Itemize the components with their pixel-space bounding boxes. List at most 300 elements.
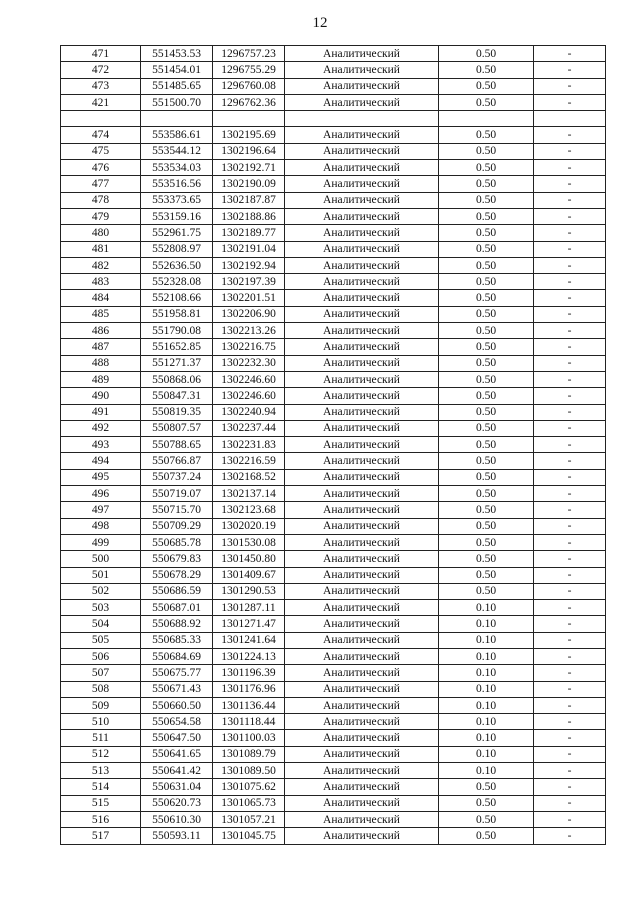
- accuracy-cell: 0.50: [439, 518, 534, 534]
- y-coordinate-cell: 1301287.11: [213, 600, 285, 616]
- point-number-cell: 504: [61, 616, 141, 632]
- y-coordinate-cell: 1302206.90: [213, 306, 285, 322]
- y-coordinate-cell: 1301136.44: [213, 697, 285, 713]
- note-cell: -: [534, 290, 606, 306]
- method-cell: Аналитический: [285, 453, 439, 469]
- y-coordinate-cell: [213, 111, 285, 127]
- y-coordinate-cell: 1301057.21: [213, 811, 285, 827]
- accuracy-cell: 0.50: [439, 420, 534, 436]
- note-cell: -: [534, 420, 606, 436]
- method-cell: Аналитический: [285, 290, 439, 306]
- x-coordinate-cell: 553516.56: [141, 176, 213, 192]
- y-coordinate-cell: 1302246.60: [213, 388, 285, 404]
- accuracy-cell: 0.50: [439, 355, 534, 371]
- method-cell: Аналитический: [285, 763, 439, 779]
- x-coordinate-cell: 550675.77: [141, 665, 213, 681]
- table-row: [61, 306, 606, 322]
- method-cell: Аналитический: [285, 648, 439, 664]
- note-cell: [534, 111, 606, 127]
- x-coordinate-cell: 551271.37: [141, 355, 213, 371]
- table-row: [61, 453, 606, 469]
- point-number-cell: 478: [61, 192, 141, 208]
- note-cell: -: [534, 469, 606, 485]
- point-number-cell: 512: [61, 746, 141, 762]
- x-coordinate-cell: 550819.35: [141, 404, 213, 420]
- method-cell: Аналитический: [285, 583, 439, 599]
- y-coordinate-cell: 1302232.30: [213, 355, 285, 371]
- x-coordinate-cell: 550610.30: [141, 811, 213, 827]
- note-cell: -: [534, 763, 606, 779]
- note-cell: -: [534, 795, 606, 811]
- note-cell: -: [534, 502, 606, 518]
- note-cell: -: [534, 567, 606, 583]
- table-row: [61, 160, 606, 176]
- table-row: [61, 257, 606, 273]
- accuracy-cell: 0.50: [439, 828, 534, 844]
- point-number-cell: 489: [61, 371, 141, 387]
- x-coordinate-cell: 550847.31: [141, 388, 213, 404]
- table-row: [61, 127, 606, 143]
- x-coordinate-cell: 553586.61: [141, 127, 213, 143]
- note-cell: -: [534, 339, 606, 355]
- table-row: [61, 648, 606, 664]
- x-coordinate-cell: 550631.04: [141, 779, 213, 795]
- accuracy-cell: 0.10: [439, 648, 534, 664]
- accuracy-cell: 0.50: [439, 371, 534, 387]
- point-number-cell: 503: [61, 600, 141, 616]
- method-cell: Аналитический: [285, 811, 439, 827]
- y-coordinate-cell: 1301089.50: [213, 763, 285, 779]
- point-number-cell: 421: [61, 94, 141, 110]
- table-row: [61, 632, 606, 648]
- accuracy-cell: 0.10: [439, 600, 534, 616]
- accuracy-cell: 0.50: [439, 143, 534, 159]
- accuracy-cell: 0.50: [439, 241, 534, 257]
- x-coordinate-cell: 550641.42: [141, 763, 213, 779]
- note-cell: -: [534, 78, 606, 94]
- x-coordinate-cell: 550686.59: [141, 583, 213, 599]
- y-coordinate-cell: 1301530.08: [213, 534, 285, 550]
- method-cell: Аналитический: [285, 486, 439, 502]
- note-cell: -: [534, 274, 606, 290]
- method-cell: Аналитический: [285, 46, 439, 62]
- method-cell: Аналитический: [285, 697, 439, 713]
- table-row: [61, 355, 606, 371]
- method-cell: Аналитический: [285, 208, 439, 224]
- accuracy-cell: 0.50: [439, 779, 534, 795]
- y-coordinate-cell: 1302188.86: [213, 208, 285, 224]
- point-number-cell: 490: [61, 388, 141, 404]
- note-cell: -: [534, 828, 606, 844]
- point-number-cell: 497: [61, 502, 141, 518]
- method-cell: Аналитический: [285, 714, 439, 730]
- point-number-cell: 513: [61, 763, 141, 779]
- y-coordinate-cell: 1301224.13: [213, 648, 285, 664]
- note-cell: -: [534, 697, 606, 713]
- y-coordinate-cell: 1301450.80: [213, 551, 285, 567]
- y-coordinate-cell: 1301075.62: [213, 779, 285, 795]
- method-cell: Аналитический: [285, 388, 439, 404]
- point-number-cell: 514: [61, 779, 141, 795]
- note-cell: -: [534, 371, 606, 387]
- x-coordinate-cell: 553534.03: [141, 160, 213, 176]
- y-coordinate-cell: 1302231.83: [213, 437, 285, 453]
- accuracy-cell: 0.10: [439, 665, 534, 681]
- note-cell: -: [534, 632, 606, 648]
- note-cell: -: [534, 160, 606, 176]
- x-coordinate-cell: 550709.29: [141, 518, 213, 534]
- table-row: [61, 746, 606, 762]
- x-coordinate-cell: 550641.65: [141, 746, 213, 762]
- table-row: [61, 323, 606, 339]
- point-number-cell: 515: [61, 795, 141, 811]
- table-row: [61, 681, 606, 697]
- accuracy-cell: 0.50: [439, 257, 534, 273]
- method-cell: Аналитический: [285, 665, 439, 681]
- note-cell: -: [534, 388, 606, 404]
- accuracy-cell: 0.50: [439, 469, 534, 485]
- table-row: [61, 551, 606, 567]
- y-coordinate-cell: 1302020.19: [213, 518, 285, 534]
- note-cell: -: [534, 437, 606, 453]
- table-row: [61, 94, 606, 110]
- x-coordinate-cell: 552961.75: [141, 225, 213, 241]
- note-cell: -: [534, 551, 606, 567]
- accuracy-cell: 0.10: [439, 714, 534, 730]
- y-coordinate-cell: 1301045.75: [213, 828, 285, 844]
- note-cell: -: [534, 257, 606, 273]
- x-coordinate-cell: 551652.85: [141, 339, 213, 355]
- x-coordinate-cell: 551454.01: [141, 62, 213, 78]
- y-coordinate-cell: 1302216.75: [213, 339, 285, 355]
- accuracy-cell: 0.50: [439, 453, 534, 469]
- table-row: [61, 241, 606, 257]
- y-coordinate-cell: 1302195.69: [213, 127, 285, 143]
- point-number-cell: 486: [61, 323, 141, 339]
- accuracy-cell: 0.10: [439, 746, 534, 762]
- accuracy-cell: 0.50: [439, 94, 534, 110]
- note-cell: -: [534, 486, 606, 502]
- note-cell: -: [534, 665, 606, 681]
- y-coordinate-cell: 1301271.47: [213, 616, 285, 632]
- x-coordinate-cell: 551500.70: [141, 94, 213, 110]
- y-coordinate-cell: 1302216.59: [213, 453, 285, 469]
- accuracy-cell: 0.50: [439, 127, 534, 143]
- method-cell: Аналитический: [285, 160, 439, 176]
- x-coordinate-cell: 553373.65: [141, 192, 213, 208]
- point-number-cell: 479: [61, 208, 141, 224]
- x-coordinate-cell: 550685.78: [141, 534, 213, 550]
- table-row: [61, 274, 606, 290]
- point-number-cell: 516: [61, 811, 141, 827]
- method-cell: Аналитический: [285, 78, 439, 94]
- note-cell: -: [534, 306, 606, 322]
- x-coordinate-cell: [141, 111, 213, 127]
- method-cell: Аналитический: [285, 518, 439, 534]
- accuracy-cell: 0.10: [439, 730, 534, 746]
- x-coordinate-cell: 550593.11: [141, 828, 213, 844]
- y-coordinate-cell: 1301409.67: [213, 567, 285, 583]
- table-row: [61, 78, 606, 94]
- method-cell: Аналитический: [285, 502, 439, 518]
- note-cell: -: [534, 225, 606, 241]
- point-number-cell: 476: [61, 160, 141, 176]
- table-row: [61, 763, 606, 779]
- method-cell: Аналитический: [285, 600, 439, 616]
- table-row: [61, 437, 606, 453]
- method-cell: Аналитический: [285, 62, 439, 78]
- accuracy-cell: 0.50: [439, 46, 534, 62]
- point-number-cell: 507: [61, 665, 141, 681]
- method-cell: Аналитический: [285, 339, 439, 355]
- table-row: [61, 518, 606, 534]
- x-coordinate-cell: 550647.50: [141, 730, 213, 746]
- coordinates-table-body: [61, 46, 606, 845]
- point-number-cell: 510: [61, 714, 141, 730]
- point-number-cell: 488: [61, 355, 141, 371]
- accuracy-cell: 0.50: [439, 583, 534, 599]
- y-coordinate-cell: 1302246.60: [213, 371, 285, 387]
- x-coordinate-cell: 552328.08: [141, 274, 213, 290]
- method-cell: Аналитический: [285, 469, 439, 485]
- accuracy-cell: 0.50: [439, 437, 534, 453]
- method-cell: Аналитический: [285, 306, 439, 322]
- x-coordinate-cell: 551790.08: [141, 323, 213, 339]
- method-cell: Аналитический: [285, 746, 439, 762]
- point-number-cell: 481: [61, 241, 141, 257]
- method-cell: Аналитический: [285, 632, 439, 648]
- accuracy-cell: 0.10: [439, 763, 534, 779]
- note-cell: -: [534, 583, 606, 599]
- x-coordinate-cell: 551485.65: [141, 78, 213, 94]
- y-coordinate-cell: 1301065.73: [213, 795, 285, 811]
- note-cell: -: [534, 127, 606, 143]
- table-row: [61, 225, 606, 241]
- y-coordinate-cell: 1302191.04: [213, 241, 285, 257]
- table-row: [61, 111, 606, 127]
- method-cell: Аналитический: [285, 795, 439, 811]
- accuracy-cell: 0.50: [439, 534, 534, 550]
- y-coordinate-cell: 1302213.26: [213, 323, 285, 339]
- method-cell: Аналитический: [285, 176, 439, 192]
- x-coordinate-cell: 550671.43: [141, 681, 213, 697]
- table-row: [61, 828, 606, 844]
- accuracy-cell: 0.10: [439, 697, 534, 713]
- table-row: [61, 795, 606, 811]
- accuracy-cell: 0.50: [439, 192, 534, 208]
- method-cell: Аналитический: [285, 828, 439, 844]
- y-coordinate-cell: 1301290.53: [213, 583, 285, 599]
- point-number-cell: 498: [61, 518, 141, 534]
- point-number-cell: 483: [61, 274, 141, 290]
- point-number-cell: 502: [61, 583, 141, 599]
- x-coordinate-cell: 550687.01: [141, 600, 213, 616]
- y-coordinate-cell: 1302192.71: [213, 160, 285, 176]
- y-coordinate-cell: 1302123.68: [213, 502, 285, 518]
- table-row: [61, 192, 606, 208]
- table-row: [61, 469, 606, 485]
- note-cell: -: [534, 600, 606, 616]
- point-number-cell: 499: [61, 534, 141, 550]
- y-coordinate-cell: 1296755.29: [213, 62, 285, 78]
- point-number-cell: 480: [61, 225, 141, 241]
- x-coordinate-cell: 551453.53: [141, 46, 213, 62]
- x-coordinate-cell: 550684.69: [141, 648, 213, 664]
- point-number-cell: 475: [61, 143, 141, 159]
- method-cell: Аналитический: [285, 681, 439, 697]
- point-number-cell: 506: [61, 648, 141, 664]
- note-cell: -: [534, 518, 606, 534]
- note-cell: -: [534, 730, 606, 746]
- accuracy-cell: 0.10: [439, 616, 534, 632]
- note-cell: -: [534, 616, 606, 632]
- table-row: [61, 714, 606, 730]
- table-row: [61, 600, 606, 616]
- x-coordinate-cell: 550868.06: [141, 371, 213, 387]
- x-coordinate-cell: 550807.57: [141, 420, 213, 436]
- point-number-cell: 500: [61, 551, 141, 567]
- note-cell: -: [534, 62, 606, 78]
- table-row: [61, 697, 606, 713]
- y-coordinate-cell: 1302168.52: [213, 469, 285, 485]
- accuracy-cell: 0.50: [439, 62, 534, 78]
- table-row: [61, 811, 606, 827]
- x-coordinate-cell: 550737.24: [141, 469, 213, 485]
- accuracy-cell: 0.50: [439, 551, 534, 567]
- method-cell: Аналитический: [285, 420, 439, 436]
- accuracy-cell: [439, 111, 534, 127]
- method-cell: Аналитический: [285, 616, 439, 632]
- point-number-cell: 485: [61, 306, 141, 322]
- y-coordinate-cell: 1296757.23: [213, 46, 285, 62]
- table-row: [61, 420, 606, 436]
- note-cell: -: [534, 208, 606, 224]
- method-cell: Аналитический: [285, 437, 439, 453]
- accuracy-cell: 0.50: [439, 323, 534, 339]
- method-cell: Аналитический: [285, 94, 439, 110]
- table-row: [61, 534, 606, 550]
- point-number-cell: 492: [61, 420, 141, 436]
- accuracy-cell: 0.10: [439, 681, 534, 697]
- method-cell: Аналитический: [285, 730, 439, 746]
- x-coordinate-cell: 550678.29: [141, 567, 213, 583]
- method-cell: Аналитический: [285, 404, 439, 420]
- y-coordinate-cell: 1302187.87: [213, 192, 285, 208]
- table-row: [61, 388, 606, 404]
- x-coordinate-cell: 552108.66: [141, 290, 213, 306]
- accuracy-cell: 0.50: [439, 388, 534, 404]
- note-cell: -: [534, 46, 606, 62]
- method-cell: Аналитический: [285, 192, 439, 208]
- note-cell: -: [534, 681, 606, 697]
- y-coordinate-cell: 1296760.08: [213, 78, 285, 94]
- table-row: [61, 779, 606, 795]
- x-coordinate-cell: 550679.83: [141, 551, 213, 567]
- x-coordinate-cell: 553544.12: [141, 143, 213, 159]
- table-row: [61, 208, 606, 224]
- method-cell: Аналитический: [285, 551, 439, 567]
- page-number: 12: [312, 15, 328, 31]
- note-cell: -: [534, 779, 606, 795]
- y-coordinate-cell: 1302137.14: [213, 486, 285, 502]
- note-cell: -: [534, 94, 606, 110]
- y-coordinate-cell: 1302189.77: [213, 225, 285, 241]
- point-number-cell: 496: [61, 486, 141, 502]
- y-coordinate-cell: 1301089.79: [213, 746, 285, 762]
- accuracy-cell: 0.50: [439, 486, 534, 502]
- x-coordinate-cell: 550620.73: [141, 795, 213, 811]
- point-number-cell: 495: [61, 469, 141, 485]
- accuracy-cell: 0.50: [439, 225, 534, 241]
- method-cell: Аналитический: [285, 274, 439, 290]
- x-coordinate-cell: 550719.07: [141, 486, 213, 502]
- method-cell: Аналитический: [285, 143, 439, 159]
- point-number-cell: 511: [61, 730, 141, 746]
- y-coordinate-cell: 1301241.64: [213, 632, 285, 648]
- note-cell: -: [534, 192, 606, 208]
- y-coordinate-cell: 1301100.03: [213, 730, 285, 746]
- note-cell: -: [534, 176, 606, 192]
- table-row: [61, 616, 606, 632]
- method-cell: Аналитический: [285, 534, 439, 550]
- method-cell: Аналитический: [285, 225, 439, 241]
- accuracy-cell: 0.50: [439, 176, 534, 192]
- point-number-cell: 472: [61, 62, 141, 78]
- point-number-cell: 501: [61, 567, 141, 583]
- table-row: [61, 502, 606, 518]
- x-coordinate-cell: 550788.65: [141, 437, 213, 453]
- method-cell: Аналитический: [285, 241, 439, 257]
- table-row: [61, 339, 606, 355]
- table-row: [61, 176, 606, 192]
- note-cell: -: [534, 746, 606, 762]
- accuracy-cell: 0.50: [439, 795, 534, 811]
- y-coordinate-cell: 1302201.51: [213, 290, 285, 306]
- table-row: [61, 290, 606, 306]
- y-coordinate-cell: 1302237.44: [213, 420, 285, 436]
- note-cell: -: [534, 323, 606, 339]
- method-cell: Аналитический: [285, 355, 439, 371]
- accuracy-cell: 0.10: [439, 632, 534, 648]
- accuracy-cell: 0.50: [439, 274, 534, 290]
- y-coordinate-cell: 1296762.36: [213, 94, 285, 110]
- note-cell: -: [534, 453, 606, 469]
- table-row: [61, 143, 606, 159]
- point-number-cell: 517: [61, 828, 141, 844]
- x-coordinate-cell: 552808.97: [141, 241, 213, 257]
- table-row: [61, 583, 606, 599]
- accuracy-cell: 0.50: [439, 502, 534, 518]
- note-cell: -: [534, 811, 606, 827]
- point-number-cell: 493: [61, 437, 141, 453]
- point-number-cell: 473: [61, 78, 141, 94]
- x-coordinate-cell: 553159.16: [141, 208, 213, 224]
- x-coordinate-cell: 552636.50: [141, 257, 213, 273]
- x-coordinate-cell: 550685.33: [141, 632, 213, 648]
- accuracy-cell: 0.50: [439, 208, 534, 224]
- table-row: [61, 62, 606, 78]
- accuracy-cell: 0.50: [439, 811, 534, 827]
- point-number-cell: 491: [61, 404, 141, 420]
- note-cell: -: [534, 648, 606, 664]
- point-number-cell: 471: [61, 46, 141, 62]
- note-cell: -: [534, 355, 606, 371]
- method-cell: Аналитический: [285, 779, 439, 795]
- y-coordinate-cell: 1301196.39: [213, 665, 285, 681]
- point-number-cell: [61, 111, 141, 127]
- y-coordinate-cell: 1301176.96: [213, 681, 285, 697]
- accuracy-cell: 0.50: [439, 404, 534, 420]
